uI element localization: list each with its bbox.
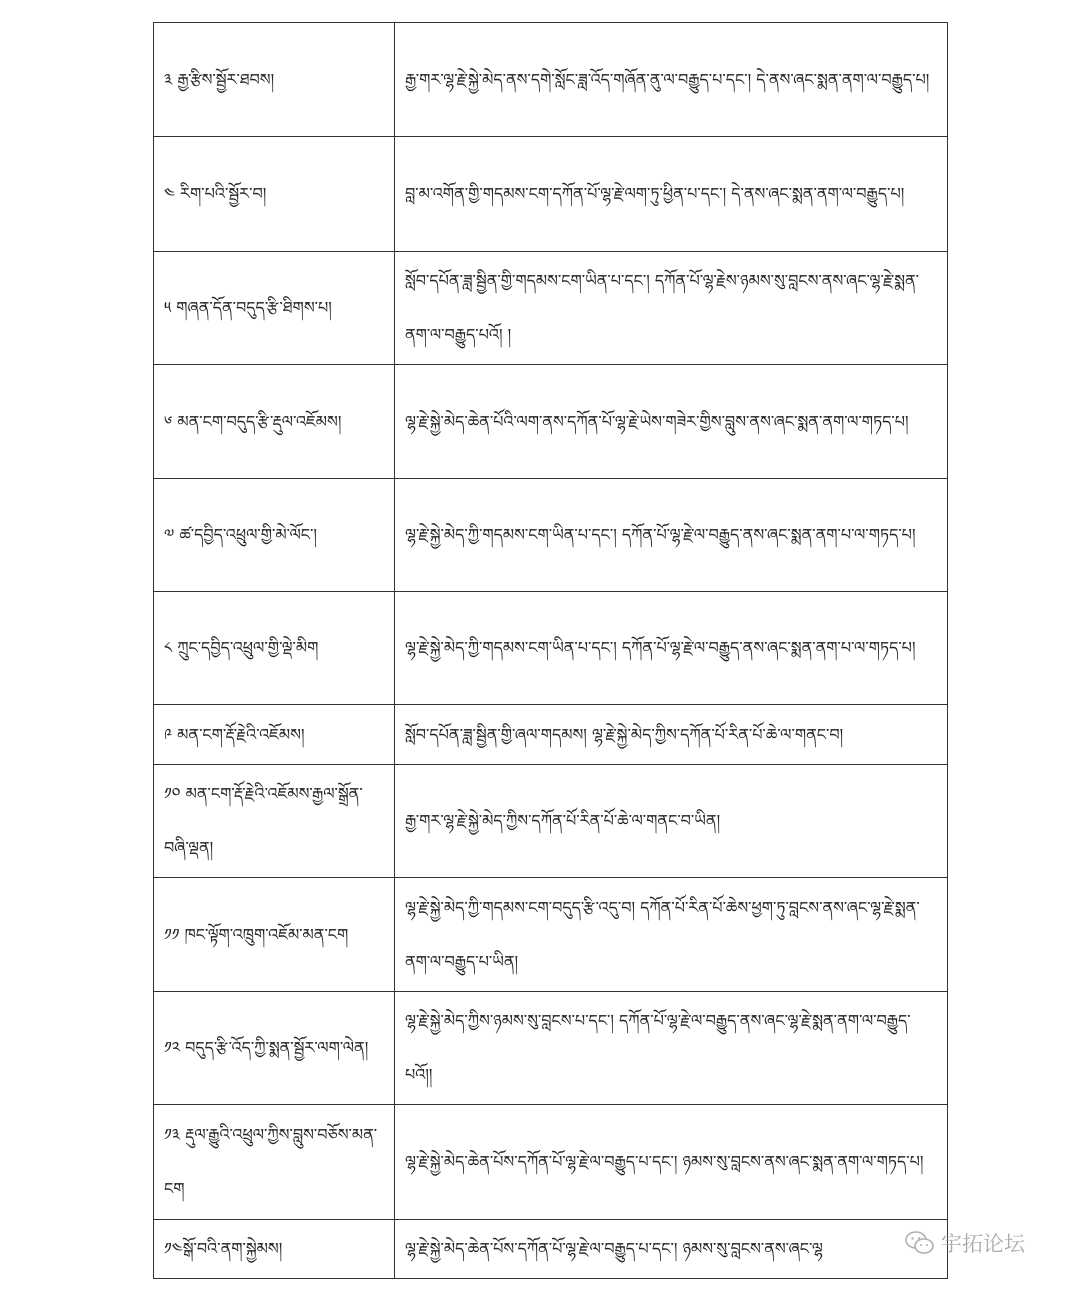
table-row — [154, 705, 948, 765]
table-row — [154, 1220, 948, 1279]
row-description-cell: ལྷ་རྗེ་སྐྱེ་མེད་ཀྱིས་ཉམས་སུ་བླངས་པ་དང་། དཀོན་པོ་ལྷ་རྗེ་ལ་བརྒྱུད་ནས་ཞང་ལྷ་རྗེ་སྨན་ནག་ལ་བརྒྱུད་པའོ།། — [395, 992, 948, 1105]
table-row — [154, 365, 948, 479]
table-row — [154, 479, 948, 592]
row-title-cell: ༩ མན་ངག་རྡོ་རྗེའི་འཇོམས། — [154, 705, 395, 765]
watermark-text: 宇拓论坛 — [941, 1232, 1025, 1256]
table-row — [154, 252, 948, 365]
row-description-cell: སློབ་དཔོན་ཟླ་སྦྱིན་གྱི་ཞལ་གདམས། ལྷ་རྗེ་སྐྱེ་མེད་ཀྱིས་དཀོན་པོ་རིན་པོ་ཆེ་ལ་གནང་བ། — [395, 705, 948, 765]
table-row — [154, 23, 948, 137]
table-row — [154, 592, 948, 705]
row-description-cell: ལྷ་རྗེ་སྐྱེ་མེད་ཆེན་པོའི་ལག་ནས་དཀོན་པོ་ལྷ་རྗེ་ཡེས་གཟེར་གྱིས་བླུས་ནས་ཞང་སྨན་ནག་ལ་གཏད་པ། — [395, 365, 948, 479]
table-row — [154, 765, 948, 878]
row-description-cell: ལྷ་རྗེ་སྐྱེ་མེད་ཆེན་པོས་དཀོན་པོ་ལྷ་རྗེ་ལ་བརྒྱུད་པ་དང་། ཉམས་སུ་བླངས་ནས་ཞང་ལྷ — [395, 1220, 948, 1279]
table-row — [154, 878, 948, 992]
row-title-cell: ༡༤སྒོ་བའི་ནག་སྐྱེམས། — [154, 1220, 395, 1279]
row-title-cell: ༤ རིག་པའི་སྦྱོར་བ། — [154, 137, 395, 252]
row-description-cell: ལྷ་རྗེ་སྐྱེ་མེད་ཀྱི་གདམས་ངག་ཡིན་པ་དང་། དཀོན་པོ་ལྷ་རྗེ་ལ་བརྒྱུད་ནས་ཞང་སྨན་ནག་པ་ལ་གཏད་པ། — [395, 592, 948, 705]
row-title-cell: ༡༠ མན་ངག་རྡོ་རྗེའི་འཇོམས་རྒྱལ་སྒྲོན་བཞི་ལྡན། — [154, 765, 395, 878]
row-description-cell: བླ་མ་འགོན་གྱི་གདམས་ངག་དཀོན་པོ་ལྷ་རྗེ་ལག་ཏུ་ཕྱིན་པ་དང་། དེ་ནས་ཞང་སྨན་ནག་ལ་བརྒྱུད་པ། — [395, 137, 948, 252]
row-title-cell: ༨ ཀྲུང་དབྱིད་འཕྲུལ་གྱི་ལྡེ་མིག — [154, 592, 395, 705]
row-description-cell: སློབ་དཔོན་ཟླ་སྦྱིན་གྱི་གདམས་ངག་ཡིན་པ་དང་། དཀོན་པོ་ལྷ་རྗེས་ཉམས་སུ་བླངས་ནས་ཞང་ལྷ་རྗེ་སྨན་ནག་ལ་བརྒྱུད་པའོ། ། — [395, 252, 948, 365]
row-description-cell: རྒྱ་གར་ལྷ་རྗེ་སྐྱེ་མེད་ནས་དགེ་སློང་ཟླ་འོད་གཞོན་ནུ་ལ་བརྒྱུད་པ་དང་། དེ་ནས་ཞང་སྨན་ནག་ལ་བརྒྱུད་པ། — [395, 23, 948, 137]
row-title-cell: ༡༡ ཁང་ལྟོག་འཁྲུག་འཇོམ་མན་ངག — [154, 878, 395, 992]
row-title-cell: ༦ མན་ངག་བདུད་རྩི་རྡུལ་འཇོམས། — [154, 365, 395, 479]
row-description-cell: ལྷ་རྗེ་སྐྱེ་མེད་ཀྱི་གདམས་ངག་ཡིན་པ་དང་། དཀོན་པོ་ལྷ་རྗེ་ལ་བརྒྱུད་ནས་ཞང་སྨན་ནག་པ་ལ་གཏད་པ། — [395, 479, 948, 592]
row-title-cell: ༥ གཞན་དོན་བདུད་རྩི་ཐིགས་པ། — [154, 252, 395, 365]
row-description-cell: ལྷ་རྗེ་སྐྱེ་མེད་ཀྱི་གདམས་ངག་བདུད་རྩི་འདུ་བ། དཀོན་པོ་རིན་པོ་ཆེས་ཕྱག་ཏུ་བླངས་ནས་ཞང་ལྷ་རྗེ་སྨན་ནག་ལ་བརྒྱུད་པ་ཡིན། — [395, 878, 948, 992]
row-description-cell: ལྷ་རྗེ་སྐྱེ་མེད་ཆེན་པོས་དཀོན་པོ་ལྷ་རྗེ་ལ་བརྒྱུད་པ་དང་། ཉམས་སུ་བླངས་ནས་ཞང་སྨན་ནག་ལ་གཏད་པ། — [395, 1105, 948, 1220]
row-title-cell: ༡༣ རྡུལ་རྒྱུའི་འཕྲུལ་ཀྱིས་བླུས་བཅོས་མན་ངག — [154, 1105, 395, 1220]
row-title-cell: ༧ ཚ་དབྱིད་འཕྲུལ་གྱི་མེ་ལོང་། — [154, 479, 395, 592]
wechat-icon — [905, 1230, 935, 1256]
row-description-cell: རྒྱ་གར་ལྷ་རྗེ་སྐྱེ་མེད་ཀྱིས་དཀོན་པོ་རིན་པོ་ཆེ་ལ་གནང་བ་ཡིན། — [395, 765, 948, 878]
table-row — [154, 137, 948, 252]
watermark — [905, 1226, 1025, 1260]
table-row — [154, 992, 948, 1105]
row-title-cell: ༡༢ བདུད་རྩི་འོད་ཀྱི་སྨན་སྦྱོར་ལག་ལེན། — [154, 992, 395, 1105]
row-title-cell: ༣ རྒྱ་རྩིས་སྦྱོར་ཐབས། — [154, 23, 395, 137]
manuscript-table — [153, 22, 948, 1279]
table-body — [154, 23, 948, 1279]
table-row — [154, 1105, 948, 1220]
